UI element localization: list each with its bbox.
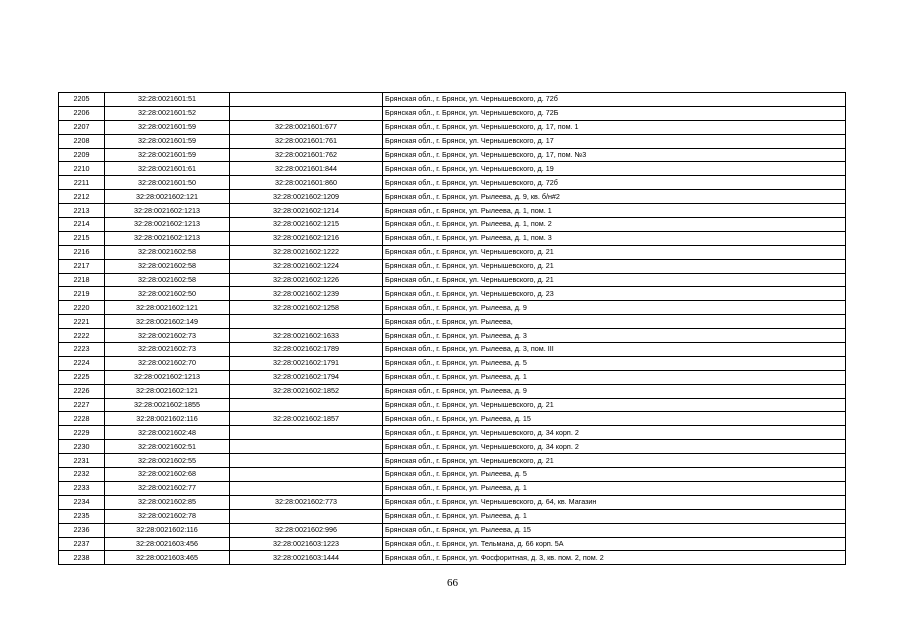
row-number-cell: 2215: [59, 231, 105, 245]
address-cell: Брянская обл., г. Брянск, ул. Чернышевского, д. 21: [383, 398, 846, 412]
table-row: [59, 509, 846, 523]
row-number-cell: 2223: [59, 343, 105, 357]
row-number-cell: 2227: [59, 398, 105, 412]
cadastral-number-cell: 32:28:0021602:58: [105, 273, 230, 287]
cadastral-number-cell: 32:28:0021602:116: [105, 523, 230, 537]
address-cell: Брянская обл., г. Брянск, ул. Рылеева, д. 5: [383, 356, 846, 370]
object-cadastral-number-cell: [230, 93, 383, 107]
object-cadastral-number-cell: 32:28:0021602:1791: [230, 356, 383, 370]
row-number-cell: 2233: [59, 481, 105, 495]
address-cell: Брянская обл., г. Брянск, ул. Чернышевского, д. 72б: [383, 93, 846, 107]
address-cell: Брянская обл., г. Брянск, ул. Рылеева, д. 3, пом. III: [383, 343, 846, 357]
cadastral-number-cell: 32:28:0021602:1213: [105, 370, 230, 384]
object-cadastral-number-cell: 32:28:0021602:1216: [230, 231, 383, 245]
address-cell: Брянская обл., г. Брянск, ул. Рылеева, д. 1: [383, 509, 846, 523]
row-number-cell: 2205: [59, 93, 105, 107]
address-cell: Брянская обл., г. Брянск, ул. Чернышевского, д. 72б: [383, 176, 846, 190]
address-cell: Брянская обл., г. Брянск, ул. Рылеева, д. 9: [383, 384, 846, 398]
row-number-cell: 2226: [59, 384, 105, 398]
cadastral-number-cell: 32:28:0021602:70: [105, 356, 230, 370]
address-cell: Брянская обл., г. Брянск, ул. Чернышевского, д. 17, пом. 1: [383, 120, 846, 134]
table-row: [59, 468, 846, 482]
row-number-cell: 2238: [59, 551, 105, 565]
address-cell: Брянская обл., г. Брянск, ул. Рылеева,: [383, 315, 846, 329]
cadastral-number-cell: 32:28:0021603:465: [105, 551, 230, 565]
cadastral-number-cell: 32:28:0021602:55: [105, 454, 230, 468]
object-cadastral-number-cell: [230, 106, 383, 120]
address-cell: Брянская обл., г. Брянск, ул. Рылеева, д. 1, пом. 3: [383, 231, 846, 245]
cadastral-number-cell: 32:28:0021601:52: [105, 106, 230, 120]
row-number-cell: 2209: [59, 148, 105, 162]
address-cell: Брянская обл., г. Брянск, ул. Чернышевского, д. 23: [383, 287, 846, 301]
table-row: [59, 412, 846, 426]
object-cadastral-number-cell: 32:28:0021601:761: [230, 134, 383, 148]
cadastral-number-cell: 32:28:0021602:51: [105, 440, 230, 454]
row-number-cell: 2235: [59, 509, 105, 523]
cadastral-number-cell: 32:28:0021602:1855: [105, 398, 230, 412]
cadastral-number-cell: 32:28:0021603:456: [105, 537, 230, 551]
table-row: [59, 440, 846, 454]
object-cadastral-number-cell: 32:28:0021602:773: [230, 495, 383, 509]
row-number-cell: 2216: [59, 245, 105, 259]
registry-table-body: [59, 93, 846, 565]
address-cell: Брянская обл., г. Брянск, ул. Рылеева, д. 3: [383, 329, 846, 343]
cadastral-number-cell: 32:28:0021601:61: [105, 162, 230, 176]
row-number-cell: 2222: [59, 329, 105, 343]
page-number: 66: [447, 577, 458, 589]
object-cadastral-number-cell: 32:28:0021602:1224: [230, 259, 383, 273]
row-number-cell: 2219: [59, 287, 105, 301]
table-row: [59, 190, 846, 204]
address-cell: Брянская обл., г. Брянск, ул. Чернышевского, д. 34 корп. 2: [383, 426, 846, 440]
cadastral-number-cell: 32:28:0021602:58: [105, 259, 230, 273]
object-cadastral-number-cell: 32:28:0021602:1633: [230, 329, 383, 343]
table-row: [59, 218, 846, 232]
address-cell: Брянская обл., г. Брянск, ул. Чернышевского, д. 64, кв. Магазин: [383, 495, 846, 509]
table-row: [59, 301, 846, 315]
object-cadastral-number-cell: 32:28:0021602:1209: [230, 190, 383, 204]
object-cadastral-number-cell: 32:28:0021601:677: [230, 120, 383, 134]
cadastral-number-cell: 32:28:0021602:68: [105, 468, 230, 482]
object-cadastral-number-cell: 32:28:0021603:1223: [230, 537, 383, 551]
object-cadastral-number-cell: 32:28:0021602:1794: [230, 370, 383, 384]
table-row: [59, 176, 846, 190]
row-number-cell: 2231: [59, 454, 105, 468]
table-row: [59, 106, 846, 120]
row-number-cell: 2237: [59, 537, 105, 551]
address-cell: Брянская обл., г. Брянск, ул. Рылеева, д. 15: [383, 523, 846, 537]
table-row: [59, 537, 846, 551]
object-cadastral-number-cell: [230, 440, 383, 454]
object-cadastral-number-cell: 32:28:0021602:1215: [230, 218, 383, 232]
row-number-cell: 2229: [59, 426, 105, 440]
row-number-cell: 2228: [59, 412, 105, 426]
object-cadastral-number-cell: 32:28:0021602:1852: [230, 384, 383, 398]
address-cell: Брянская обл., г. Брянск, ул. Чернышевского, д. 21: [383, 273, 846, 287]
cadastral-number-cell: 32:28:0021602:78: [105, 509, 230, 523]
table-row: [59, 384, 846, 398]
table-row: [59, 148, 846, 162]
row-number-cell: 2208: [59, 134, 105, 148]
address-cell: Брянская обл., г. Брянск, ул. Чернышевского, д. 34 корп. 2: [383, 440, 846, 454]
cadastral-number-cell: 32:28:0021601:50: [105, 176, 230, 190]
address-cell: Брянская обл., г. Брянск, ул. Чернышевского, д. 21: [383, 245, 846, 259]
table-row: [59, 93, 846, 107]
table-row: [59, 426, 846, 440]
table-row: [59, 273, 846, 287]
object-cadastral-number-cell: [230, 426, 383, 440]
address-cell: Брянская обл., г. Брянск, ул. Чернышевского, д. 72Б: [383, 106, 846, 120]
address-cell: Брянская обл., г. Брянск, ул. Чернышевского, д. 21: [383, 259, 846, 273]
address-cell: Брянская обл., г. Брянск, ул. Рылеева, д. 1, пом. 2: [383, 218, 846, 232]
object-cadastral-number-cell: [230, 509, 383, 523]
row-number-cell: 2225: [59, 370, 105, 384]
address-cell: Брянская обл., г. Брянск, ул. Рылеева, д. 9, кв. б/н#2: [383, 190, 846, 204]
row-number-cell: 2220: [59, 301, 105, 315]
address-cell: Брянская обл., г. Брянск, ул. Рылеева, д. 5: [383, 468, 846, 482]
address-cell: Брянская обл., г. Брянск, ул. Рылеева, д. 1: [383, 370, 846, 384]
cadastral-number-cell: 32:28:0021602:1213: [105, 204, 230, 218]
table-row: [59, 162, 846, 176]
cadastral-number-cell: 32:28:0021602:1213: [105, 231, 230, 245]
table-row: [59, 343, 846, 357]
object-cadastral-number-cell: 32:28:0021603:1444: [230, 551, 383, 565]
table-row: [59, 204, 846, 218]
cadastral-number-cell: 32:28:0021602:149: [105, 315, 230, 329]
object-cadastral-number-cell: 32:28:0021602:996: [230, 523, 383, 537]
cadastral-number-cell: 32:28:0021601:59: [105, 134, 230, 148]
cadastral-number-cell: 32:28:0021602:73: [105, 329, 230, 343]
table-row: [59, 245, 846, 259]
table-row: [59, 495, 846, 509]
object-cadastral-number-cell: 32:28:0021602:1226: [230, 273, 383, 287]
row-number-cell: 2218: [59, 273, 105, 287]
cadastral-number-cell: 32:28:0021602:85: [105, 495, 230, 509]
object-cadastral-number-cell: [230, 398, 383, 412]
table-row: [59, 370, 846, 384]
object-cadastral-number-cell: [230, 481, 383, 495]
object-cadastral-number-cell: 32:28:0021602:1222: [230, 245, 383, 259]
row-number-cell: 2221: [59, 315, 105, 329]
row-number-cell: 2207: [59, 120, 105, 134]
object-cadastral-number-cell: 32:28:0021602:1789: [230, 343, 383, 357]
cadastral-number-cell: 32:28:0021602:77: [105, 481, 230, 495]
object-cadastral-number-cell: 32:28:0021601:762: [230, 148, 383, 162]
table-row: [59, 259, 846, 273]
row-number-cell: 2212: [59, 190, 105, 204]
table-row: [59, 551, 846, 565]
table-row: [59, 231, 846, 245]
row-number-cell: 2206: [59, 106, 105, 120]
table-row: [59, 481, 846, 495]
object-cadastral-number-cell: 32:28:0021601:860: [230, 176, 383, 190]
cadastral-number-cell: 32:28:0021601:59: [105, 148, 230, 162]
address-cell: Брянская обл., г. Брянск, ул. Рылеева, д. 1: [383, 481, 846, 495]
table-row: [59, 287, 846, 301]
address-cell: Брянская обл., г. Брянск, ул. Чернышевского, д. 17: [383, 134, 846, 148]
row-number-cell: 2236: [59, 523, 105, 537]
address-cell: Брянская обл., г. Брянск, ул. Рылеева, д. 1, пом. 1: [383, 204, 846, 218]
cadastral-number-cell: 32:28:0021602:58: [105, 245, 230, 259]
table-row: [59, 454, 846, 468]
object-cadastral-number-cell: [230, 468, 383, 482]
address-cell: Брянская обл., г. Брянск, ул. Чернышевского, д. 21: [383, 454, 846, 468]
row-number-cell: 2224: [59, 356, 105, 370]
row-number-cell: 2230: [59, 440, 105, 454]
address-cell: Брянская обл., г. Брянск, ул. Рылеева, д. 9: [383, 301, 846, 315]
table-row: [59, 120, 846, 134]
registry-table: [58, 92, 846, 565]
object-cadastral-number-cell: 32:28:0021601:844: [230, 162, 383, 176]
table-row: [59, 523, 846, 537]
object-cadastral-number-cell: [230, 315, 383, 329]
address-cell: Брянская обл., г. Брянск, ул. Чернышевского, д. 19: [383, 162, 846, 176]
row-number-cell: 2234: [59, 495, 105, 509]
object-cadastral-number-cell: [230, 454, 383, 468]
cadastral-number-cell: 32:28:0021602:50: [105, 287, 230, 301]
row-number-cell: 2217: [59, 259, 105, 273]
row-number-cell: 2232: [59, 468, 105, 482]
row-number-cell: 2214: [59, 218, 105, 232]
cadastral-number-cell: 32:28:0021602:121: [105, 301, 230, 315]
cadastral-number-cell: 32:28:0021601:51: [105, 93, 230, 107]
cadastral-number-cell: 32:28:0021602:121: [105, 190, 230, 204]
row-number-cell: 2210: [59, 162, 105, 176]
table-row: [59, 134, 846, 148]
cadastral-number-cell: 32:28:0021602:116: [105, 412, 230, 426]
row-number-cell: 2211: [59, 176, 105, 190]
cadastral-number-cell: 32:28:0021602:73: [105, 343, 230, 357]
cadastral-number-cell: 32:28:0021602:48: [105, 426, 230, 440]
table-row: [59, 398, 846, 412]
row-number-cell: 2213: [59, 204, 105, 218]
address-cell: Брянская обл., г. Брянск, ул. Тельмана, д. 66 корп. 5А: [383, 537, 846, 551]
table-row: [59, 315, 846, 329]
object-cadastral-number-cell: 32:28:0021602:1857: [230, 412, 383, 426]
table-row: [59, 356, 846, 370]
object-cadastral-number-cell: 32:28:0021602:1239: [230, 287, 383, 301]
cadastral-number-cell: 32:28:0021601:59: [105, 120, 230, 134]
table-row: [59, 329, 846, 343]
address-cell: Брянская обл., г. Брянск, ул. Фосфоритная, д. 3, кв. пом. 2, пом. 2: [383, 551, 846, 565]
object-cadastral-number-cell: 32:28:0021602:1258: [230, 301, 383, 315]
address-cell: Брянская обл., г. Брянск, ул. Рылеева, д. 15: [383, 412, 846, 426]
address-cell: Брянская обл., г. Брянск, ул. Чернышевского, д. 17, пом. №3: [383, 148, 846, 162]
cadastral-number-cell: 32:28:0021602:1213: [105, 218, 230, 232]
cadastral-number-cell: 32:28:0021602:121: [105, 384, 230, 398]
object-cadastral-number-cell: 32:28:0021602:1214: [230, 204, 383, 218]
